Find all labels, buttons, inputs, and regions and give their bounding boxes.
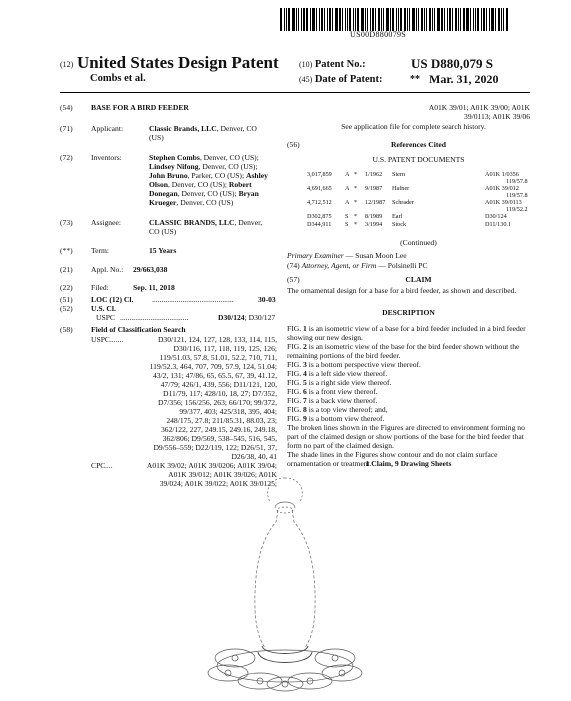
reference-name: Schrader bbox=[392, 199, 414, 206]
inventor-location: , Denver, CO (US); bbox=[198, 162, 258, 171]
reference-date: 8/1989 bbox=[365, 213, 383, 220]
inventor-name: Lindsey Nifong bbox=[149, 162, 199, 171]
barcode-bar bbox=[396, 8, 397, 31]
filed-label: Filed: bbox=[91, 283, 109, 292]
inventors-code: (72) bbox=[60, 153, 73, 162]
barcode-bar bbox=[306, 8, 308, 31]
classification-line: D7/356; 156/256, 263; 66/170; 99/372, bbox=[158, 398, 277, 407]
term-label: Term: bbox=[91, 246, 110, 255]
description-text: is a top view thereof; and, bbox=[306, 405, 388, 414]
barcode-bar bbox=[392, 8, 394, 31]
appl-code: (21) bbox=[60, 265, 73, 274]
classification-line: 99/377, 403; 425/318, 395, 404; bbox=[179, 407, 277, 416]
refs-subtitle: U.S. PATENT DOCUMENTS bbox=[372, 155, 465, 164]
reference-cls: A01K 39/0113 bbox=[485, 199, 522, 206]
barcode-bar bbox=[444, 8, 445, 31]
claim-code: (57) bbox=[287, 275, 300, 284]
barcode-bar bbox=[280, 8, 282, 31]
description-text: 6 bbox=[303, 387, 307, 396]
examiner-name: — Susan Moon Lee bbox=[343, 251, 407, 260]
assignee-label: Assignee: bbox=[91, 218, 121, 227]
classification-line: 43/2, 131; 47/86, 65, 65.5, 67, 39, 41.12, bbox=[152, 371, 277, 380]
code-45: (45) bbox=[299, 75, 313, 84]
description-text: FIG. bbox=[287, 342, 304, 351]
barcode-bar bbox=[475, 8, 476, 31]
classification-line: 119/52.3, 464, 707, 709, 57.9, 124, 51.04; bbox=[149, 362, 277, 371]
barcode-bar bbox=[383, 8, 384, 31]
loc-value: 30-03 bbox=[258, 295, 276, 304]
applicant-country: (US) bbox=[149, 133, 164, 142]
description-text: is a bottom view thereof. bbox=[306, 414, 385, 423]
barcode-bar bbox=[378, 8, 380, 31]
reference-cls: D30/124 bbox=[485, 213, 507, 220]
header-rule bbox=[60, 92, 530, 93]
description-text: FIG. bbox=[287, 378, 304, 387]
reference-no: 4,691,665 bbox=[307, 185, 332, 192]
uscl-code: (52) bbox=[60, 304, 73, 313]
fcs-dots: ....... bbox=[110, 335, 124, 344]
barcode-bar bbox=[426, 8, 427, 31]
inventors-label: Inventors: bbox=[91, 153, 122, 162]
description-text: 7 bbox=[303, 396, 307, 405]
description-body bbox=[287, 324, 530, 468]
inventor-location: , Denver, CO (US); bbox=[199, 153, 259, 162]
description-line bbox=[287, 396, 530, 405]
barcode-bar bbox=[463, 8, 465, 31]
classification-line: 248/175, 27.8; 211/85.31, 88.03, 23; bbox=[166, 416, 277, 425]
description-line bbox=[287, 369, 530, 378]
applicant-code: (71) bbox=[60, 124, 73, 133]
description-text: 9 bbox=[303, 414, 307, 423]
barcode-bar bbox=[288, 8, 290, 31]
barcode-bar bbox=[429, 8, 431, 31]
inventor-name: Robert bbox=[228, 180, 252, 189]
loc-dots: ........................................... bbox=[152, 295, 234, 304]
classification-line: D11/79, 117; 428/10, 18, 27; D7/352, bbox=[163, 389, 277, 398]
reference-row bbox=[307, 171, 529, 185]
description-text: 5 bbox=[303, 378, 307, 387]
barcode-bar bbox=[301, 8, 302, 31]
fcs-cpc-label: CPC bbox=[91, 461, 106, 470]
patent-no-row bbox=[299, 59, 366, 70]
uscl-rest: ; D30/127 bbox=[244, 313, 276, 322]
barcode-bar bbox=[381, 8, 382, 31]
description-text: is an isometric view of the base for the bird feeder shown without the remaining portions of the bird feeder. bbox=[287, 342, 520, 360]
description-text: is an isometric view of a base for a bird feeder included in a bird feeder showing our new design. bbox=[287, 324, 526, 342]
classification-line: D30/116, 117, 118, 119, 125, 126; bbox=[173, 344, 277, 353]
barcode-bar bbox=[483, 8, 485, 31]
classification-line: A01K 39/01; A01K 39/00; A01K bbox=[428, 103, 530, 112]
description-line bbox=[287, 360, 530, 369]
barcode-bar bbox=[342, 8, 343, 31]
assignee-loc: , Denver, bbox=[234, 218, 263, 227]
fcs-uspc-label: USPC bbox=[91, 335, 110, 344]
barcode-bar bbox=[486, 8, 487, 31]
reference-row bbox=[307, 221, 529, 235]
reference-name: Earl bbox=[392, 213, 403, 220]
reference-date: 9/1987 bbox=[365, 185, 383, 192]
barcode-bar bbox=[303, 8, 305, 31]
barcode-bar bbox=[329, 8, 331, 31]
barcode-bar bbox=[473, 8, 474, 31]
description-text: FIG. bbox=[287, 387, 304, 396]
barcode-bar bbox=[367, 8, 368, 31]
description-text: is a bottom perspective view thereof. bbox=[306, 360, 421, 369]
barcode-bar bbox=[503, 8, 504, 31]
patent-no-label: Patent No.: bbox=[314, 59, 366, 70]
applicant-label: Applicant: bbox=[91, 124, 124, 133]
barcode-bar bbox=[372, 8, 374, 31]
barcode-bar bbox=[310, 8, 311, 31]
reference-k: A bbox=[345, 199, 350, 206]
continued-note: (Continued) bbox=[400, 238, 437, 247]
description-text: 1 bbox=[303, 324, 307, 333]
barcode-bar bbox=[339, 8, 341, 31]
appl-label: Appl. No.: bbox=[91, 265, 124, 274]
description-text: FIG. bbox=[287, 360, 304, 369]
classification-line: 47/79; 426/1, 439, 556; D11/121, 120, bbox=[160, 380, 277, 389]
uscl-dots: .................................... bbox=[120, 313, 189, 322]
barcode-bar bbox=[455, 8, 457, 31]
barcode-bar bbox=[327, 8, 328, 31]
loc-label: LOC (12) Cl. bbox=[91, 295, 134, 304]
description-text: FIG. bbox=[287, 324, 304, 333]
refs-code: (56) bbox=[287, 140, 300, 149]
classification-line: D30/121, 124, 127, 128, 133, 114, 115, bbox=[157, 335, 277, 344]
barcode-bar bbox=[357, 8, 359, 31]
barcode-bar bbox=[466, 8, 469, 31]
barcode-bar bbox=[481, 8, 482, 31]
barcode-bar bbox=[365, 8, 366, 31]
reference-no: 4,712,512 bbox=[307, 199, 332, 206]
barcode bbox=[280, 8, 532, 31]
barcode-bar bbox=[316, 8, 317, 31]
classification-line: 362/122, 227, 249.15, 249.16, 249.18, bbox=[160, 425, 277, 434]
inventor-short: Combs et al. bbox=[90, 73, 146, 84]
inventor-name: Stephen Combs bbox=[149, 153, 200, 162]
examiner-label: Primary Examiner bbox=[287, 251, 344, 260]
fcs-code: (58) bbox=[60, 325, 73, 334]
description-line bbox=[287, 378, 530, 387]
barcode-bar bbox=[286, 8, 287, 31]
barcode-bar bbox=[458, 8, 459, 31]
inventor-name: Donegan bbox=[149, 189, 178, 198]
reference-s: * bbox=[354, 221, 358, 228]
filed-code: (22) bbox=[60, 283, 73, 292]
classification-line: D26/38, 40, 41 bbox=[231, 452, 277, 461]
description-text: FIG. bbox=[287, 369, 304, 378]
reference-cls: A01K 39/012 bbox=[485, 185, 519, 192]
reference-name: Stock bbox=[392, 221, 407, 228]
barcode-bar bbox=[409, 8, 410, 31]
inventor-list bbox=[149, 153, 279, 207]
reference-date: 1/1962 bbox=[365, 171, 383, 178]
description-line bbox=[287, 405, 530, 414]
barcode-bar bbox=[353, 8, 354, 31]
reference-cls: D11/130.1 bbox=[485, 221, 512, 228]
classification-line: 362/806; D9/569, 538–545, 516, 545, bbox=[162, 434, 277, 443]
barcode-bar bbox=[452, 8, 453, 31]
date-label: Date of Patent: bbox=[314, 74, 383, 85]
barcode-bar bbox=[400, 8, 402, 31]
description-line bbox=[287, 387, 530, 396]
broken-lines-note: The broken lines shown in the Figures are directed to environment forming no part of the claimed design or show portions of the base for the bird feeder that form no part of the claimed design. bbox=[287, 423, 525, 450]
assignee-country: CO (US) bbox=[149, 227, 177, 236]
reference-k: S bbox=[345, 221, 349, 228]
barcode-bar bbox=[324, 8, 325, 31]
barcode-bar bbox=[416, 8, 417, 31]
classification-line: A01K 39/02; A01K 39/0206; A01K 39/04; bbox=[146, 461, 277, 470]
assignee-name: CLASSIC BRANDS, LLC bbox=[149, 218, 235, 227]
inventor-name: Bryan bbox=[238, 189, 259, 198]
barcode-bar bbox=[477, 8, 479, 31]
barcode-bar bbox=[441, 8, 443, 31]
classification-line: 39/024; A01K 39/022; A01K 39/0125; bbox=[159, 479, 277, 488]
barcode-bar bbox=[449, 8, 451, 31]
barcode-bar bbox=[370, 8, 371, 31]
barcode-bar bbox=[361, 8, 364, 31]
barcode-bar bbox=[424, 8, 425, 31]
reference-s: * bbox=[354, 171, 358, 178]
description-text: is a back view thereof. bbox=[306, 396, 378, 405]
attorney-name: — Polsinelli PC bbox=[376, 261, 428, 270]
reference-subclass: 119/57.8 bbox=[506, 178, 528, 185]
attorney-code: (74) bbox=[287, 261, 300, 270]
reference-date: 12/1987 bbox=[365, 199, 386, 206]
description-line bbox=[287, 342, 530, 360]
classification-line: D9/556–559; D22/119, 122; D26/51, 37, bbox=[153, 443, 277, 452]
term-code: (**) bbox=[60, 246, 73, 255]
barcode-bar bbox=[489, 8, 490, 31]
barcode-bar bbox=[421, 8, 423, 31]
reference-date: 3/1994 bbox=[365, 221, 383, 228]
barcode-bar bbox=[447, 8, 448, 31]
barcode-bar bbox=[460, 8, 461, 31]
inventor-name: John Bruno bbox=[149, 171, 188, 180]
barcode-bar bbox=[312, 8, 315, 31]
description-text: FIG. bbox=[287, 405, 304, 414]
barcode-number: US00D880079S bbox=[350, 30, 407, 39]
barcode-bar bbox=[332, 8, 333, 31]
reference-subclass: 119/52.2 bbox=[506, 206, 528, 213]
reference-s: * bbox=[354, 199, 358, 206]
reference-k: A bbox=[345, 185, 350, 192]
reference-no: D302,875 bbox=[307, 213, 332, 220]
loc-code: (51) bbox=[60, 295, 73, 304]
date-mark: ** bbox=[410, 74, 420, 85]
barcode-bar bbox=[347, 8, 348, 31]
feeder-outline bbox=[208, 478, 362, 691]
claim-title: CLAIM bbox=[405, 275, 432, 284]
uscl-main: D30/124 bbox=[218, 313, 245, 322]
description-line bbox=[287, 324, 530, 342]
barcode-bar bbox=[418, 8, 419, 31]
reference-cls: A01K 1/0356 bbox=[485, 171, 519, 178]
reference-name: Stern bbox=[392, 171, 406, 178]
inventor-name: Olson bbox=[149, 180, 168, 189]
barcode-bar bbox=[506, 8, 508, 31]
fcs-cpc-dots: .... bbox=[105, 461, 113, 470]
attorney-label: Attorney, Agent, or Firm bbox=[301, 261, 377, 270]
classification-line: 119/51.03, 57.8, 51.01, 52.2, 710, 711, bbox=[159, 353, 277, 362]
description-text: 4 bbox=[303, 369, 307, 378]
code-12: (12) bbox=[60, 60, 74, 69]
inventor-name: Krueger bbox=[149, 198, 177, 207]
barcode-bar bbox=[398, 8, 399, 31]
inventor-location: , Denver, CO (US); bbox=[168, 180, 229, 189]
description-text: FIG. bbox=[287, 396, 304, 405]
description-text: is a left side view thereof. bbox=[306, 369, 388, 378]
applicant-name: Classic Brands, LLC bbox=[149, 124, 217, 133]
barcode-bar bbox=[349, 8, 351, 31]
barcode-bar bbox=[375, 8, 376, 31]
date-row bbox=[299, 74, 382, 85]
barcode-bar bbox=[470, 8, 471, 31]
see-application: See application file for complete search history. bbox=[341, 122, 486, 131]
description-text: 2 bbox=[303, 342, 307, 351]
barcode-bar bbox=[412, 8, 415, 31]
reference-row bbox=[307, 185, 529, 199]
description-text: 8 bbox=[303, 405, 307, 414]
classification-line: 39/0113; A01K 39/06 bbox=[464, 112, 530, 121]
barcode-bar bbox=[498, 8, 500, 31]
description-text: is a front view thereof. bbox=[306, 387, 378, 396]
applicant-loc: , Denver, CO bbox=[216, 124, 257, 133]
description-title: DESCRIPTION bbox=[382, 308, 435, 317]
code-10: (10) bbox=[299, 60, 313, 69]
fcs-label: Field of Classification Search bbox=[91, 325, 186, 334]
term-value: 15 Years bbox=[149, 246, 177, 255]
reference-s: * bbox=[354, 213, 358, 220]
shade-lines-note: The shade lines in the Figures show contour and do not claim surface ornamentation or treatment. bbox=[287, 450, 498, 468]
barcode-bar bbox=[292, 8, 295, 31]
barcode-bar bbox=[335, 8, 338, 31]
fcs-uspc-list bbox=[136, 335, 277, 461]
barcode-bar bbox=[432, 8, 433, 31]
filed-date: Sep. 11, 2018 bbox=[133, 283, 175, 292]
reference-k: S bbox=[345, 213, 349, 220]
document-title: United States Design Patent bbox=[77, 53, 279, 72]
reference-k: A bbox=[345, 171, 350, 178]
barcode-bar bbox=[434, 8, 435, 31]
bird-feeder-drawing bbox=[190, 470, 380, 695]
barcode-bar bbox=[321, 8, 323, 31]
barcode-bar bbox=[319, 8, 320, 31]
description-text: 3 bbox=[303, 360, 307, 369]
classification-line: A01K 39/012; A01K 39/026; A01K bbox=[168, 470, 277, 479]
inventor-name: Ashley bbox=[245, 171, 268, 180]
patent-date: Mar. 31, 2020 bbox=[429, 72, 499, 86]
reference-no: D344,911 bbox=[307, 221, 332, 228]
reference-name: Hafner bbox=[392, 185, 410, 192]
assignee-code: (73) bbox=[60, 218, 73, 227]
description-text: is a right side view thereof. bbox=[306, 378, 392, 387]
inventor-location: , Denver, CO (US) bbox=[176, 198, 234, 207]
uscl-uspc-label: USPC bbox=[96, 313, 115, 322]
barcode-bar bbox=[296, 8, 297, 31]
reference-row bbox=[307, 199, 529, 213]
description-text: FIG. bbox=[287, 414, 304, 423]
title-code: (54) bbox=[60, 103, 73, 112]
refs-title: References Cited bbox=[391, 140, 446, 149]
inventor-location: , Denver, CO (US); bbox=[177, 189, 239, 198]
classification-continued bbox=[367, 103, 530, 121]
patent-number: US D880,079 S bbox=[411, 56, 493, 71]
uscl-label: U.S. Cl. bbox=[91, 304, 116, 313]
reference-s: * bbox=[354, 185, 358, 192]
barcode-bar bbox=[345, 8, 346, 31]
design-title: BASE FOR A BIRD FEEDER bbox=[91, 103, 189, 112]
barcode-bar bbox=[407, 8, 408, 31]
barcode-bar bbox=[501, 8, 502, 31]
claim-text: The ornamental design for a base for a bird feeder, as shown and described. bbox=[287, 286, 517, 295]
barcode-bar bbox=[491, 8, 494, 31]
barcode-bar bbox=[298, 8, 299, 31]
barcode-bar bbox=[404, 8, 406, 31]
inventor-location: , Parker, CO (US); bbox=[187, 171, 246, 180]
description-line bbox=[287, 414, 530, 423]
barcode-bar bbox=[284, 8, 285, 31]
barcode-bar bbox=[355, 8, 356, 31]
appl-number: 29/663,038 bbox=[133, 265, 168, 274]
claims-count: 1 Claim, 9 Drawing Sheets bbox=[365, 459, 452, 468]
barcode-bar bbox=[390, 8, 391, 31]
barcode-bar bbox=[386, 8, 389, 31]
barcode-bar bbox=[437, 8, 440, 31]
reference-subclass: 119/57.8 bbox=[506, 192, 528, 199]
barcode-bar bbox=[495, 8, 496, 31]
reference-no: 3,017,859 bbox=[307, 171, 332, 178]
